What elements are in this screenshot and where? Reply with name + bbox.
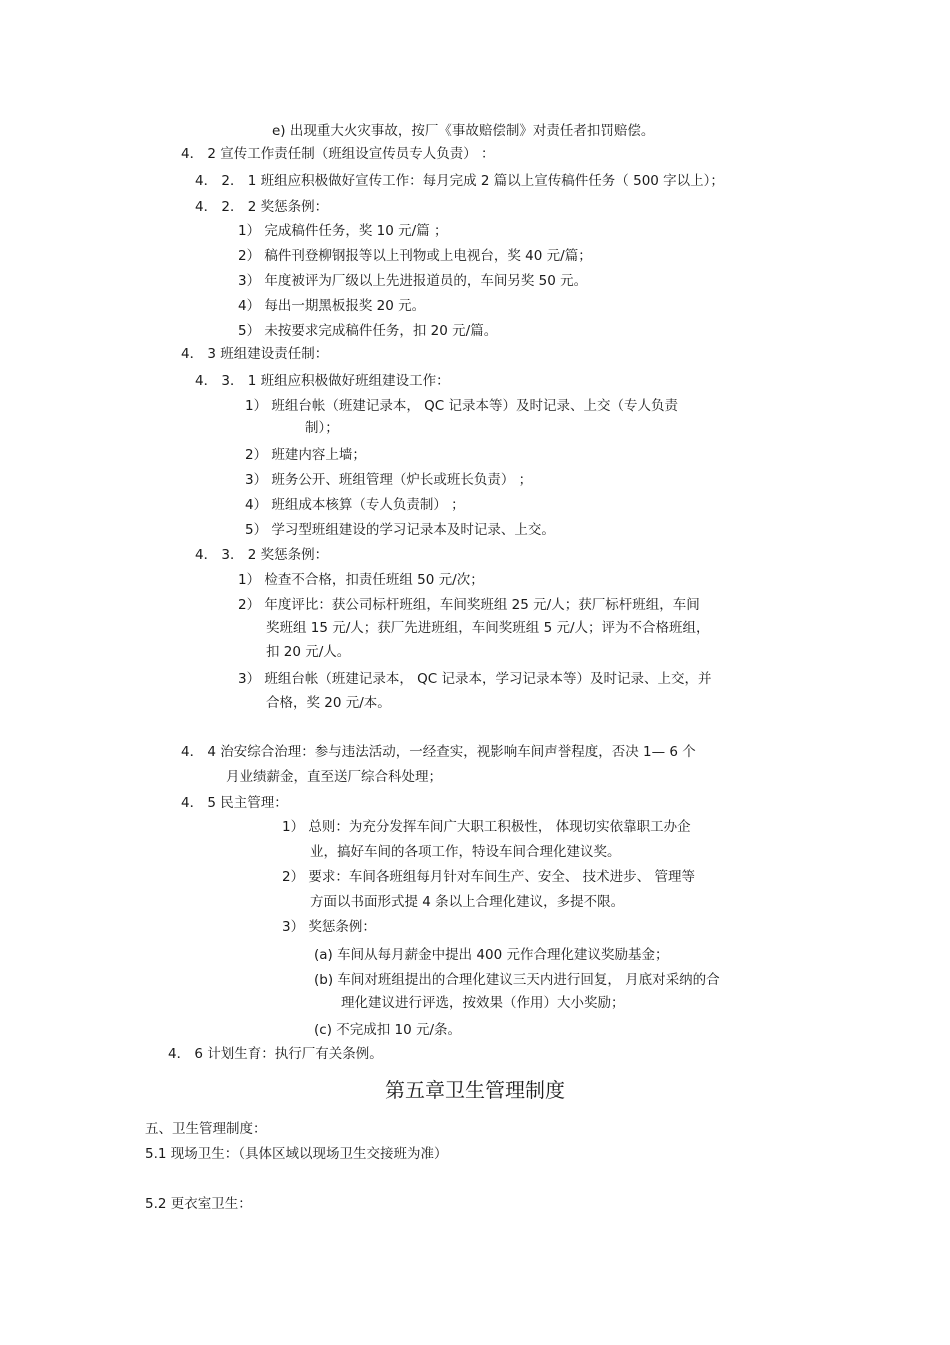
list-item: 3） 班组台帐（班建记录本， QC 记录本，学习记录本等）及时记录、上交，并 bbox=[238, 671, 712, 687]
list-item: 3） 班务公开、班组管理（炉长或班长负责） ； bbox=[245, 472, 533, 488]
list-item: 3） 年度被评为厂级以上先进报道员的，车间另奖 50 元。 bbox=[238, 273, 588, 289]
list-item: 4） 班组成本核算（专人负责制） ； bbox=[245, 497, 465, 513]
list-item: 1） 班组台帐（班建记录本， QC 记录本等）及时记录、上交（专人负责 bbox=[245, 398, 679, 414]
list-item-continuation: 制）； bbox=[305, 420, 339, 436]
list-item: 5） 未按要求完成稿件任务，扣 20 元/篇。 bbox=[238, 323, 498, 339]
list-item: (b) 车间对班组提出的合理化建议三天内进行回复， 月底对采纳的合 bbox=[314, 972, 720, 988]
subsection-line: 4． 2． 2 奖惩条例： bbox=[195, 199, 329, 215]
section-heading: 5.1 现场卫生：（具体区域以现场卫生交接班为准） bbox=[145, 1146, 448, 1162]
section-heading: 4． 2 宣传工作责任制（班组设宣传员专人负责） ： bbox=[181, 146, 495, 162]
list-item: 2） 班建内容上墙； bbox=[245, 447, 366, 463]
section-heading: 5.2 更衣室卫生： bbox=[145, 1196, 252, 1212]
section-heading: 4． 4 治安综合治理：参与违法活动，一经查实，视影响车间声誉程度，否决 1— 6 个 bbox=[181, 744, 696, 760]
list-item: (a) 车间从每月薪金中提出 400 元作合理化建议奖励基金； bbox=[314, 947, 669, 963]
list-item-continuation: 业，搞好车间的各项工作，特设车间合理化建议奖。 bbox=[310, 844, 621, 860]
list-item: 4） 每出一期黑板报奖 20 元。 bbox=[238, 298, 426, 314]
list-item-continuation: 合格，奖 20 元/本。 bbox=[266, 695, 391, 711]
subsection-line: 4． 2． 1 班组应积极做好宣传工作：每月完成 2 篇以上宣传稿件任务（ 500 字以上）； bbox=[195, 173, 724, 189]
list-item: 2） 年度评比：获公司标杆班组，车间奖班组 25 元/人；获厂标杆班组，车间 bbox=[238, 597, 700, 613]
subsection-line: 4． 3． 2 奖惩条例： bbox=[195, 547, 329, 563]
list-item: 2） 要求：车间各班组每月针对车间生产、安全、 技术进步、 管理等 bbox=[282, 869, 695, 885]
list-item: 1） 检查不合格，扣责任班组 50 元/次； bbox=[238, 572, 484, 588]
section-heading: 五、卫生管理制度： bbox=[145, 1121, 267, 1137]
list-item: (c) 不完成扣 10 元/条。 bbox=[314, 1022, 462, 1038]
section-heading: 4． 5 民主管理： bbox=[181, 795, 288, 811]
paragraph-continuation: 月业绩薪金，直至送厂综合科处理； bbox=[226, 769, 442, 785]
section-heading: 4． 6 计划生育：执行厂有关条例。 bbox=[168, 1046, 383, 1062]
list-item-continuation: 奖班组 15 元/人；获厂先进班组，车间奖班组 5 元/人；评为不合格班组， bbox=[266, 620, 710, 636]
section-heading: 4． 3 班组建设责任制： bbox=[181, 346, 329, 362]
list-item-continuation: 扣 20 元/人。 bbox=[266, 644, 351, 660]
chapter-heading: 第五章卫生管理制度 bbox=[385, 1078, 565, 1102]
list-item: 5） 学习型班组建设的学习记录本及时记录、上交。 bbox=[245, 522, 555, 538]
list-item: 2） 稿件刊登柳钢报等以上刊物或上电视台，奖 40 元/篇； bbox=[238, 248, 592, 264]
list-item: 1） 完成稿件任务，奖 10 元/篇 ； bbox=[238, 223, 448, 239]
list-item: 1） 总则：为充分发挥车间广大职工积极性， 体现切实依靠职工办企 bbox=[282, 819, 691, 835]
list-item-continuation: 理化建议进行评选，按效果（作用）大小奖励； bbox=[341, 995, 625, 1011]
text-line: e) 出现重大火灾事故，按厂《事故赔偿制》对责任者扣罚赔偿。 bbox=[272, 123, 655, 139]
list-item-continuation: 方面以书面形式提 4 条以上合理化建议，多提不限。 bbox=[310, 894, 625, 910]
subsection-line: 4． 3． 1 班组应积极做好班组建设工作： bbox=[195, 373, 450, 389]
list-item: 3） 奖惩条例： bbox=[282, 919, 376, 935]
